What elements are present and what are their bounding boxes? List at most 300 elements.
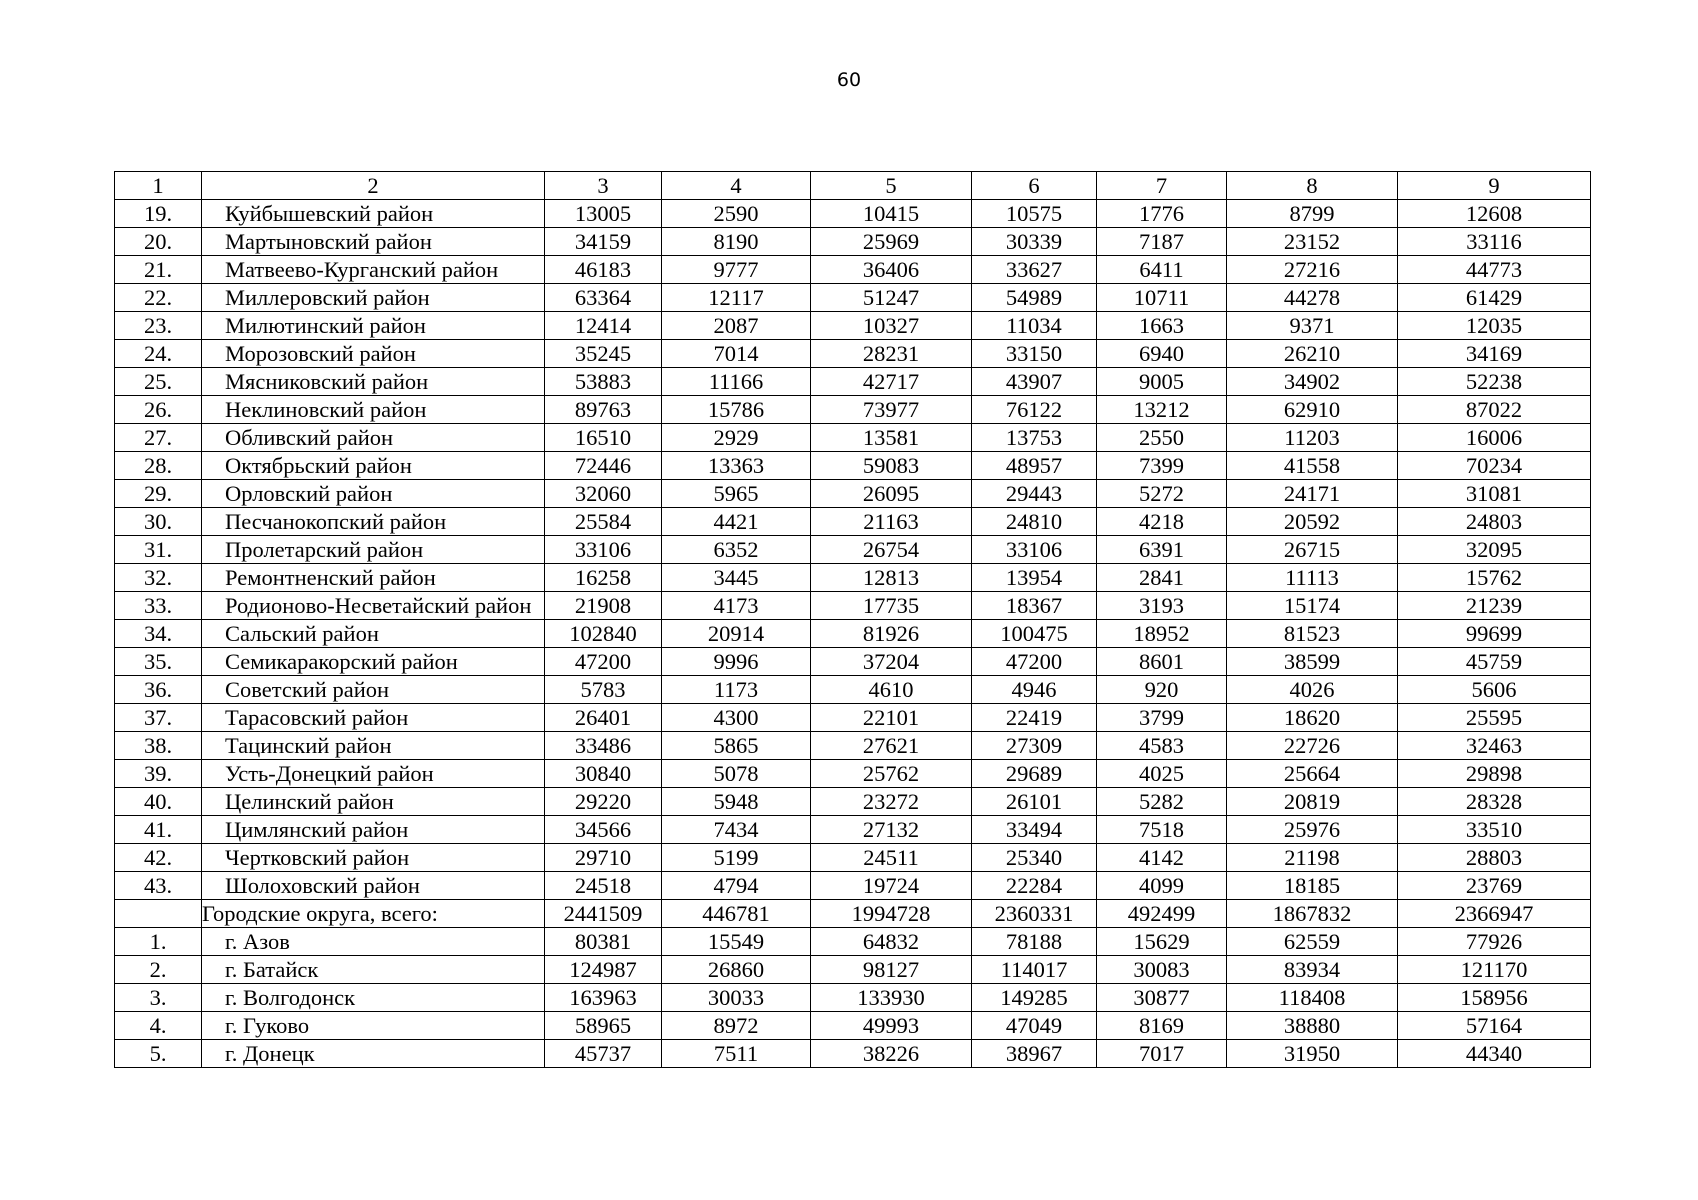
- value-cell: 83934: [1227, 956, 1398, 984]
- value-cell: 5078: [662, 760, 811, 788]
- district-name-cell: Чертковский район: [202, 844, 545, 872]
- value-cell: 12035: [1398, 312, 1591, 340]
- value-cell: 11166: [662, 368, 811, 396]
- value-cell: 29898: [1398, 760, 1591, 788]
- value-cell: 13753: [972, 424, 1097, 452]
- value-cell: 2550: [1097, 424, 1227, 452]
- value-cell: 18367: [972, 592, 1097, 620]
- row-number-cell: 35.: [115, 648, 202, 676]
- row-number-cell: 38.: [115, 732, 202, 760]
- table-row: [115, 256, 1591, 284]
- row-number-cell: 43.: [115, 872, 202, 900]
- value-cell: 7399: [1097, 452, 1227, 480]
- value-cell: 16258: [545, 564, 662, 592]
- value-cell: 49993: [811, 1012, 972, 1040]
- row-number-cell: 26.: [115, 396, 202, 424]
- value-cell: 89763: [545, 396, 662, 424]
- value-cell: 38599: [1227, 648, 1398, 676]
- table-row: [115, 480, 1591, 508]
- column-number-cell: 6: [972, 172, 1097, 200]
- district-name-cell: Тарасовский район: [202, 704, 545, 732]
- value-cell: 5282: [1097, 788, 1227, 816]
- district-name-cell: Городские округа, всего:: [202, 900, 545, 928]
- value-cell: 30339: [972, 228, 1097, 256]
- value-cell: 47200: [972, 648, 1097, 676]
- table-row: [115, 760, 1591, 788]
- value-cell: 22284: [972, 872, 1097, 900]
- column-number-cell: 4: [662, 172, 811, 200]
- value-cell: 45759: [1398, 648, 1591, 676]
- value-cell: 7518: [1097, 816, 1227, 844]
- value-cell: 44278: [1227, 284, 1398, 312]
- value-cell: 7187: [1097, 228, 1227, 256]
- value-cell: 29710: [545, 844, 662, 872]
- column-number-cell: 9: [1398, 172, 1591, 200]
- column-number-cell: 1: [115, 172, 202, 200]
- value-cell: 20819: [1227, 788, 1398, 816]
- district-name-cell: Родионово-Несветайский район: [202, 592, 545, 620]
- value-cell: 73977: [811, 396, 972, 424]
- value-cell: 1776: [1097, 200, 1227, 228]
- value-cell: 15629: [1097, 928, 1227, 956]
- value-cell: 12813: [811, 564, 972, 592]
- value-cell: 12117: [662, 284, 811, 312]
- value-cell: 25976: [1227, 816, 1398, 844]
- value-cell: 11113: [1227, 564, 1398, 592]
- data-table: [114, 171, 1591, 1068]
- row-number-cell: 32.: [115, 564, 202, 592]
- value-cell: 54989: [972, 284, 1097, 312]
- table-row: [115, 816, 1591, 844]
- row-number-cell: 22.: [115, 284, 202, 312]
- value-cell: 38880: [1227, 1012, 1398, 1040]
- row-number-cell: 20.: [115, 228, 202, 256]
- value-cell: 25584: [545, 508, 662, 536]
- value-cell: 78188: [972, 928, 1097, 956]
- value-cell: 30083: [1097, 956, 1227, 984]
- value-cell: 72446: [545, 452, 662, 480]
- column-number-cell: 8: [1227, 172, 1398, 200]
- value-cell: 26715: [1227, 536, 1398, 564]
- value-cell: 27621: [811, 732, 972, 760]
- value-cell: 4026: [1227, 676, 1398, 704]
- value-cell: 98127: [811, 956, 972, 984]
- value-cell: 21908: [545, 592, 662, 620]
- value-cell: 28328: [1398, 788, 1591, 816]
- row-number-cell: 27.: [115, 424, 202, 452]
- value-cell: 13363: [662, 452, 811, 480]
- value-cell: 2441509: [545, 900, 662, 928]
- value-cell: 47049: [972, 1012, 1097, 1040]
- row-number-cell: 3.: [115, 984, 202, 1012]
- district-name-cell: Усть-Донецкий район: [202, 760, 545, 788]
- table-row: [115, 928, 1591, 956]
- district-name-cell: Тацинский район: [202, 732, 545, 760]
- district-name-cell: г. Батайск: [202, 956, 545, 984]
- value-cell: 13005: [545, 200, 662, 228]
- district-name-cell: Мартыновский район: [202, 228, 545, 256]
- row-number-cell: 28.: [115, 452, 202, 480]
- value-cell: 8972: [662, 1012, 811, 1040]
- row-number-cell: 36.: [115, 676, 202, 704]
- value-cell: 11034: [972, 312, 1097, 340]
- value-cell: 21163: [811, 508, 972, 536]
- value-cell: 62559: [1227, 928, 1398, 956]
- value-cell: 21198: [1227, 844, 1398, 872]
- value-cell: 133930: [811, 984, 972, 1012]
- value-cell: 33106: [545, 536, 662, 564]
- value-cell: 76122: [972, 396, 1097, 424]
- value-cell: 5606: [1398, 676, 1591, 704]
- value-cell: 29689: [972, 760, 1097, 788]
- value-cell: 32060: [545, 480, 662, 508]
- value-cell: 4173: [662, 592, 811, 620]
- value-cell: 29443: [972, 480, 1097, 508]
- value-cell: 5865: [662, 732, 811, 760]
- value-cell: 8190: [662, 228, 811, 256]
- value-cell: 15762: [1398, 564, 1591, 592]
- value-cell: 23152: [1227, 228, 1398, 256]
- value-cell: 1173: [662, 676, 811, 704]
- value-cell: 10575: [972, 200, 1097, 228]
- value-cell: 16006: [1398, 424, 1591, 452]
- table-row: [115, 676, 1591, 704]
- table-row: [115, 536, 1591, 564]
- value-cell: 18185: [1227, 872, 1398, 900]
- value-cell: 22726: [1227, 732, 1398, 760]
- value-cell: 81523: [1227, 620, 1398, 648]
- value-cell: 22419: [972, 704, 1097, 732]
- value-cell: 20914: [662, 620, 811, 648]
- value-cell: 2366947: [1398, 900, 1591, 928]
- column-number-cell: 3: [545, 172, 662, 200]
- value-cell: 10327: [811, 312, 972, 340]
- row-number-cell: 37.: [115, 704, 202, 732]
- district-name-cell: Неклиновский район: [202, 396, 545, 424]
- value-cell: 47200: [545, 648, 662, 676]
- value-cell: 12608: [1398, 200, 1591, 228]
- district-name-cell: Морозовский район: [202, 340, 545, 368]
- value-cell: 26210: [1227, 340, 1398, 368]
- value-cell: 7434: [662, 816, 811, 844]
- value-cell: 163963: [545, 984, 662, 1012]
- value-cell: 114017: [972, 956, 1097, 984]
- value-cell: 6411: [1097, 256, 1227, 284]
- value-cell: 3799: [1097, 704, 1227, 732]
- district-name-cell: Цимлянский район: [202, 816, 545, 844]
- value-cell: 33150: [972, 340, 1097, 368]
- value-cell: 4099: [1097, 872, 1227, 900]
- value-cell: 19724: [811, 872, 972, 900]
- value-cell: 87022: [1398, 396, 1591, 424]
- column-number-cell: 2: [202, 172, 545, 200]
- district-name-cell: Ремонтненский район: [202, 564, 545, 592]
- district-name-cell: Шолоховский район: [202, 872, 545, 900]
- value-cell: 62910: [1227, 396, 1398, 424]
- district-name-cell: Миллеровский район: [202, 284, 545, 312]
- district-name-cell: Песчанокопский район: [202, 508, 545, 536]
- value-cell: 15786: [662, 396, 811, 424]
- value-cell: 7017: [1097, 1040, 1227, 1068]
- value-cell: 61429: [1398, 284, 1591, 312]
- value-cell: 36406: [811, 256, 972, 284]
- value-cell: 3193: [1097, 592, 1227, 620]
- value-cell: 8799: [1227, 200, 1398, 228]
- table-row: [115, 900, 1591, 928]
- value-cell: 2087: [662, 312, 811, 340]
- value-cell: 57164: [1398, 1012, 1591, 1040]
- value-cell: 4946: [972, 676, 1097, 704]
- value-cell: 33510: [1398, 816, 1591, 844]
- table-row: [115, 844, 1591, 872]
- value-cell: 5783: [545, 676, 662, 704]
- value-cell: 26860: [662, 956, 811, 984]
- value-cell: 27132: [811, 816, 972, 844]
- value-cell: 121170: [1398, 956, 1591, 984]
- value-cell: 2590: [662, 200, 811, 228]
- value-cell: 17735: [811, 592, 972, 620]
- row-number-cell: 1.: [115, 928, 202, 956]
- value-cell: 25664: [1227, 760, 1398, 788]
- value-cell: 58965: [545, 1012, 662, 1040]
- table-row: [115, 452, 1591, 480]
- row-number-cell: 29.: [115, 480, 202, 508]
- value-cell: 10711: [1097, 284, 1227, 312]
- district-name-cell: Мясниковский район: [202, 368, 545, 396]
- value-cell: 44773: [1398, 256, 1591, 284]
- value-cell: 13212: [1097, 396, 1227, 424]
- value-cell: 46183: [545, 256, 662, 284]
- district-name-cell: Орловский район: [202, 480, 545, 508]
- value-cell: 5272: [1097, 480, 1227, 508]
- value-cell: 149285: [972, 984, 1097, 1012]
- value-cell: 8169: [1097, 1012, 1227, 1040]
- value-cell: 16510: [545, 424, 662, 452]
- value-cell: 99699: [1398, 620, 1591, 648]
- table-row: [115, 704, 1591, 732]
- value-cell: 34169: [1398, 340, 1591, 368]
- value-cell: 24803: [1398, 508, 1591, 536]
- table-row: [115, 620, 1591, 648]
- value-cell: 6352: [662, 536, 811, 564]
- value-cell: 492499: [1097, 900, 1227, 928]
- row-number-cell: 40.: [115, 788, 202, 816]
- value-cell: 32463: [1398, 732, 1591, 760]
- value-cell: 2841: [1097, 564, 1227, 592]
- value-cell: 4300: [662, 704, 811, 732]
- value-cell: 51247: [811, 284, 972, 312]
- table-row: [115, 396, 1591, 424]
- table-row: [115, 508, 1591, 536]
- value-cell: 100475: [972, 620, 1097, 648]
- table-row: [115, 228, 1591, 256]
- table-row: [115, 592, 1591, 620]
- value-cell: 24518: [545, 872, 662, 900]
- row-number-cell: 5.: [115, 1040, 202, 1068]
- value-cell: 12414: [545, 312, 662, 340]
- value-cell: 25762: [811, 760, 972, 788]
- value-cell: 30877: [1097, 984, 1227, 1012]
- value-cell: 18952: [1097, 620, 1227, 648]
- value-cell: 5948: [662, 788, 811, 816]
- value-cell: 9005: [1097, 368, 1227, 396]
- value-cell: 5199: [662, 844, 811, 872]
- district-name-cell: г. Донецк: [202, 1040, 545, 1068]
- value-cell: 27309: [972, 732, 1097, 760]
- header-row: [115, 172, 1591, 200]
- table-row: [115, 284, 1591, 312]
- district-name-cell: Семикаракорский район: [202, 648, 545, 676]
- row-number-cell: 25.: [115, 368, 202, 396]
- district-name-cell: Октябрьский район: [202, 452, 545, 480]
- value-cell: 33627: [972, 256, 1097, 284]
- value-cell: 48957: [972, 452, 1097, 480]
- table-row: [115, 872, 1591, 900]
- value-cell: 158956: [1398, 984, 1591, 1012]
- value-cell: 28803: [1398, 844, 1591, 872]
- value-cell: 24810: [972, 508, 1097, 536]
- district-name-cell: Милютинский район: [202, 312, 545, 340]
- row-number-cell: 4.: [115, 1012, 202, 1040]
- district-name-cell: Пролетарский район: [202, 536, 545, 564]
- value-cell: 38967: [972, 1040, 1097, 1068]
- value-cell: 6391: [1097, 536, 1227, 564]
- value-cell: 25595: [1398, 704, 1591, 732]
- value-cell: 446781: [662, 900, 811, 928]
- row-number-cell: 34.: [115, 620, 202, 648]
- district-name-cell: Обливский район: [202, 424, 545, 452]
- value-cell: 24171: [1227, 480, 1398, 508]
- value-cell: 8601: [1097, 648, 1227, 676]
- value-cell: 3445: [662, 564, 811, 592]
- value-cell: 4025: [1097, 760, 1227, 788]
- value-cell: 6940: [1097, 340, 1227, 368]
- value-cell: 30033: [662, 984, 811, 1012]
- value-cell: 64832: [811, 928, 972, 956]
- row-number-cell: 33.: [115, 592, 202, 620]
- value-cell: 77926: [1398, 928, 1591, 956]
- value-cell: 63364: [545, 284, 662, 312]
- value-cell: 4583: [1097, 732, 1227, 760]
- district-name-cell: Целинский район: [202, 788, 545, 816]
- district-name-cell: Куйбышевский район: [202, 200, 545, 228]
- value-cell: 1663: [1097, 312, 1227, 340]
- table-body: [115, 172, 1591, 1068]
- value-cell: 30840: [545, 760, 662, 788]
- value-cell: 9777: [662, 256, 811, 284]
- value-cell: 81926: [811, 620, 972, 648]
- row-number-cell: 24.: [115, 340, 202, 368]
- table-row: [115, 340, 1591, 368]
- value-cell: 4142: [1097, 844, 1227, 872]
- value-cell: 34902: [1227, 368, 1398, 396]
- value-cell: 26101: [972, 788, 1097, 816]
- value-cell: 33494: [972, 816, 1097, 844]
- value-cell: 23272: [811, 788, 972, 816]
- value-cell: 4421: [662, 508, 811, 536]
- value-cell: 80381: [545, 928, 662, 956]
- value-cell: 28231: [811, 340, 972, 368]
- table-row: [115, 564, 1591, 592]
- column-number-cell: 7: [1097, 172, 1227, 200]
- row-number-cell: 42.: [115, 844, 202, 872]
- value-cell: 26754: [811, 536, 972, 564]
- row-number-cell: 2.: [115, 956, 202, 984]
- value-cell: 15174: [1227, 592, 1398, 620]
- value-cell: 34566: [545, 816, 662, 844]
- value-cell: 27216: [1227, 256, 1398, 284]
- row-number-cell: 31.: [115, 536, 202, 564]
- table-row: [115, 312, 1591, 340]
- value-cell: 42717: [811, 368, 972, 396]
- row-number-cell: 21.: [115, 256, 202, 284]
- value-cell: 37204: [811, 648, 972, 676]
- value-cell: 5965: [662, 480, 811, 508]
- value-cell: 13954: [972, 564, 1097, 592]
- value-cell: 70234: [1398, 452, 1591, 480]
- value-cell: 38226: [811, 1040, 972, 1068]
- value-cell: 45737: [545, 1040, 662, 1068]
- table-row: [115, 984, 1591, 1012]
- value-cell: 4610: [811, 676, 972, 704]
- value-cell: 33106: [972, 536, 1097, 564]
- value-cell: 124987: [545, 956, 662, 984]
- value-cell: 25340: [972, 844, 1097, 872]
- value-cell: 24511: [811, 844, 972, 872]
- value-cell: 1994728: [811, 900, 972, 928]
- value-cell: 35245: [545, 340, 662, 368]
- value-cell: 7511: [662, 1040, 811, 1068]
- table-row: [115, 424, 1591, 452]
- value-cell: 32095: [1398, 536, 1591, 564]
- value-cell: 7014: [662, 340, 811, 368]
- value-cell: 25969: [811, 228, 972, 256]
- value-cell: 31950: [1227, 1040, 1398, 1068]
- value-cell: 43907: [972, 368, 1097, 396]
- value-cell: 22101: [811, 704, 972, 732]
- row-number-cell: 41.: [115, 816, 202, 844]
- district-name-cell: г. Азов: [202, 928, 545, 956]
- value-cell: 26401: [545, 704, 662, 732]
- value-cell: 23769: [1398, 872, 1591, 900]
- value-cell: 29220: [545, 788, 662, 816]
- value-cell: 118408: [1227, 984, 1398, 1012]
- table-row: [115, 1040, 1591, 1068]
- district-name-cell: г. Волгодонск: [202, 984, 545, 1012]
- value-cell: 9996: [662, 648, 811, 676]
- value-cell: 1867832: [1227, 900, 1398, 928]
- value-cell: 34159: [545, 228, 662, 256]
- row-number-cell: 23.: [115, 312, 202, 340]
- value-cell: 920: [1097, 676, 1227, 704]
- value-cell: 41558: [1227, 452, 1398, 480]
- value-cell: 2929: [662, 424, 811, 452]
- value-cell: 10415: [811, 200, 972, 228]
- value-cell: 2360331: [972, 900, 1097, 928]
- district-name-cell: г. Гуково: [202, 1012, 545, 1040]
- value-cell: 31081: [1398, 480, 1591, 508]
- district-name-cell: Сальский район: [202, 620, 545, 648]
- table-row: [115, 732, 1591, 760]
- value-cell: 33486: [545, 732, 662, 760]
- row-number-cell: 30.: [115, 508, 202, 536]
- value-cell: 21239: [1398, 592, 1591, 620]
- row-number-cell: 39.: [115, 760, 202, 788]
- table-row: [115, 788, 1591, 816]
- value-cell: 4794: [662, 872, 811, 900]
- table-row: [115, 956, 1591, 984]
- value-cell: 52238: [1398, 368, 1591, 396]
